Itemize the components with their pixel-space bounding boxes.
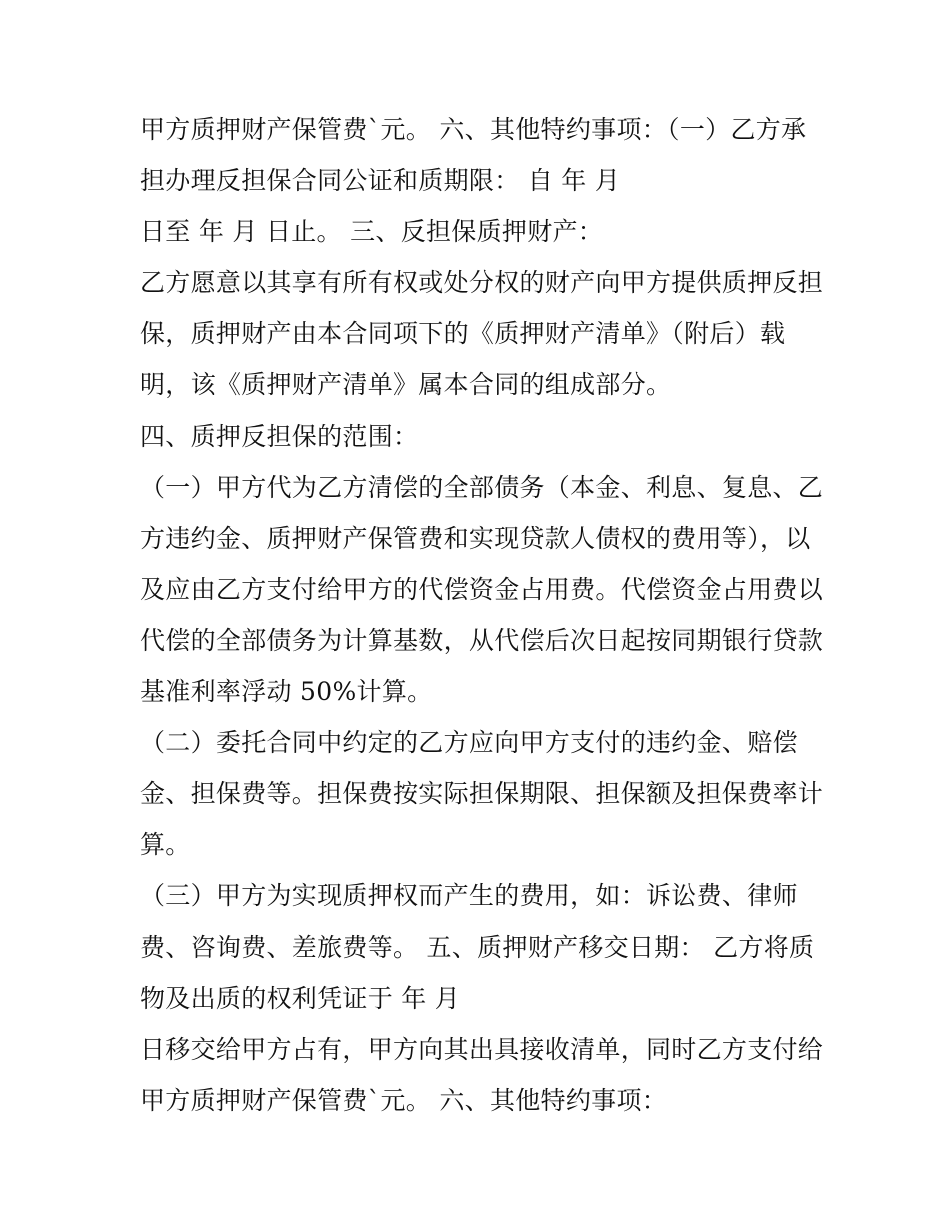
text-line: 日至 年 月 日止。 三、反担保质押财产：	[140, 217, 604, 247]
section-heading: 四、质押反担保的范围：	[140, 421, 419, 451]
text-line: 基准利率浮动 50%计算。	[140, 677, 433, 707]
text-line: 方违约金、质押财产保管费和实现贷款人债权的费用等），以	[140, 523, 811, 553]
text-line: 担办理反担保合同公证和质期限： 自 年 月	[140, 166, 621, 196]
text-line: 甲方质押财产保管费`元。 六、其他特约事项：（一）乙方承	[140, 115, 807, 144]
text-line: （三）甲方为实现质押权而产生的费用，如：诉讼费、律师	[140, 881, 798, 911]
text-line: 物及出质的权利凭证于 年 月	[140, 983, 461, 1013]
text-line: 及应由乙方支付给甲方的代偿资金占用费。代偿资金占用费以	[140, 574, 824, 604]
document-body	[140, 104, 824, 1126]
text-line: （二）委托合同中约定的乙方应向甲方支付的违约金、赔偿	[140, 728, 798, 758]
text-line: 日移交给甲方占有，甲方向其出具接收清单，同时乙方支付给	[140, 1034, 824, 1064]
text-line: 金、担保费等。担保费按实际担保期限、担保额及担保费率计	[140, 779, 824, 809]
text-line: 甲方质押财产保管费`元。 六、其他特约事项：	[140, 1085, 668, 1115]
text-line: 费、咨询费、差旅费等。 五、质押财产移交日期： 乙方将质	[140, 932, 815, 962]
text-line: 明，该《质押财产清单》属本合同的组成部分。	[140, 370, 672, 400]
text-line: 代偿的全部债务为计算基数，从代偿后次日起按同期银行贷款	[140, 625, 824, 655]
text-line: 乙方愿意以其享有所有权或处分权的财产向甲方提供质押反担	[140, 268, 824, 298]
text-line: （一）甲方代为乙方清偿的全部债务（本金、利息、复息、乙	[140, 472, 824, 502]
text-line: 算。	[140, 830, 191, 860]
text-line: 保，质押财产由本合同项下的《质押财产清单》（附后）载	[140, 319, 786, 349]
